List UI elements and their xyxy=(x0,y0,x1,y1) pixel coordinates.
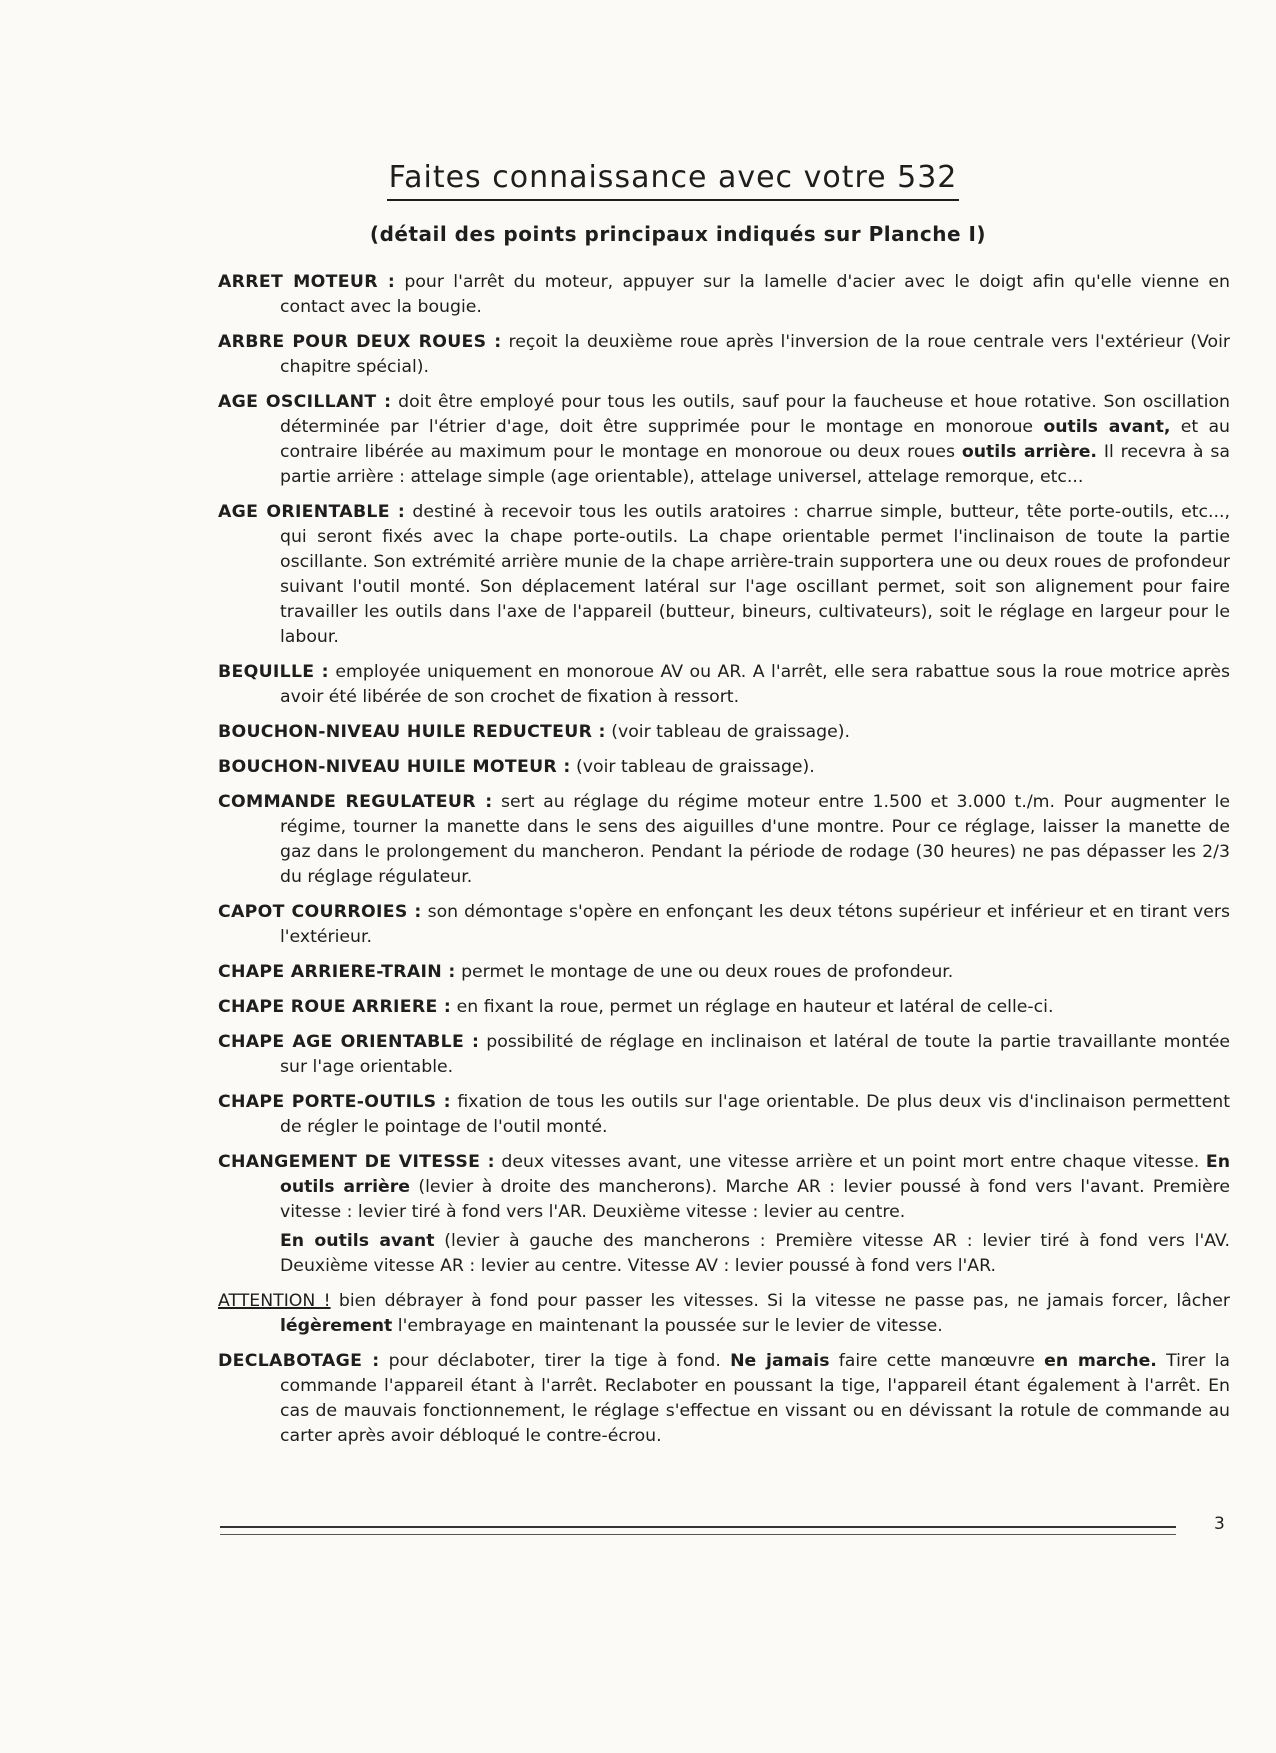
entry-changement-vitesse-avant: En outils avant (levier à gauche des mancherons : Première vitesse AR : levier tiré à fond vers l'AV. Deuxième vitesse AR : levier au centre. Vitesse AV : levier poussé à fond vers l'AR. xyxy=(280,1231,1230,1276)
entry-changement-vitesse: CHANGEMENT DE VITESSE : deux vitesses avant, une vitesse arrière et un point mort entre chaque vitesse. En outils arrière (levier à droite des mancherons). Marche AR : levier poussé à fond vers l'avant. Première vitesse : levier tiré à fond vers l'AR. Deuxième vitesse : levier au centre. xyxy=(218,1152,1230,1222)
entry-chape-roue-arriere: CHAPE ROUE ARRIERE : en fixant la roue, permet un réglage en hauteur et latéral de celle-ci. xyxy=(218,997,1054,1017)
entry-capot-courroies: CAPOT COURROIES : son démontage s'opère en enfonçant les deux tétons supérieur et inférieur et en tirant vers l'extérieur. xyxy=(218,902,1231,947)
entry-arbre-deux-roues: ARBRE POUR DEUX ROUES : reçoit la deuxième roue après l'inversion de la roue centrale vers l'extérieur (Voir chapitre spécial). xyxy=(218,332,1231,377)
entry-bequille: BEQUILLE : employée uniquement en monoroue AV ou AR. A l'arrêt, elle sera rabattue sous la roue motrice après avoir été libérée de son crochet de fixation à ressort. xyxy=(218,662,1231,707)
entry-commande-regulateur: COMMANDE REGULATEUR : sert au réglage du régime moteur entre 1.500 et 3.000 t./m. Pour augmenter le régime, tourner la manette dans le sens des aiguilles d'une montre. Pour ce réglage, laisser la manette de gaz dans le prolongement du mancheron. Pendant la période de rodage (30 heures) ne pas dépasser les 2/3 du réglage régulateur. xyxy=(218,792,1230,887)
page-number: 3 xyxy=(1214,1514,1225,1534)
entry-arret-moteur: ARRET MOTEUR : pour l'arrêt du moteur, appuyer sur la lamelle d'acier avec le doigt afin qu'elle vienne en contact avec la bougie. xyxy=(218,272,1230,317)
entry-age-orientable: AGE ORIENTABLE : destiné à recevoir tous les outils aratoires : charrue simple, butteur, tête porte-outils, etc..., qui seront fixés avec la chape porte-outils. La chape orientable permet l'inclinaison de toute la partie oscillante. Son extrémité arrière munie de la chape arrière-train supportera une ou deux roues de profondeur suivant l'outil monté. Son déplacement latéral sur l'age oscillant permet, soit son alignement pour faire travailler les outils dans l'axe de l'appareil (butteur, bineurs, cultivateurs), soit le réglage en largeur pour le labour. xyxy=(218,502,1230,647)
page-title: Faites connaissance avec votre 532 xyxy=(387,160,960,201)
entry-bouchon-reducteur: BOUCHON-NIVEAU HUILE REDUCTEUR : (voir tableau de graissage). xyxy=(218,722,850,742)
entry-attention: ATTENTION ! bien débrayer à fond pour passer les vitesses. Si la vitesse ne passe pas, ne jamais forcer, lâcher légèrement l'embrayage en maintenant la poussée sur le levier de vitesse. xyxy=(218,1291,1230,1336)
entry-chape-arriere-train: CHAPE ARRIERE-TRAIN : permet le montage de une ou deux roues de profondeur. xyxy=(218,962,954,982)
footer-rule xyxy=(220,1526,1176,1535)
entry-bouchon-moteur: BOUCHON-NIVEAU HUILE MOTEUR : (voir tableau de graissage). xyxy=(218,757,815,777)
entry-age-oscillant: AGE OSCILLANT : doit être employé pour tous les outils, sauf pour la faucheuse et houe rotative. Son oscillation déterminée par l'étrier d'age, doit être supprimée pour le montage en monoroue outils avant, et au contraire libérée au maximum pour le montage en monoroue ou deux roues outils arrière. Il recevra à sa partie arrière : attelage simple (age orientable), attelage universel, attelage remorque, etc... xyxy=(218,392,1230,487)
glossary-list xyxy=(218,270,1230,1459)
entry-chape-age-orientable: CHAPE AGE ORIENTABLE : possibilité de réglage en inclinaison et latéral de toute la partie travaillante montée sur l'age orientable. xyxy=(218,1032,1231,1077)
entry-chape-porte-outils: CHAPE PORTE-OUTILS : fixation de tous les outils sur l'age orientable. De plus deux vis d'inclinaison permettent de régler le pointage de l'outil monté. xyxy=(218,1092,1230,1137)
entry-declabotage: DECLABOTAGE : pour déclaboter, tirer la tige à fond. Ne jamais faire cette manœuvre en marche. Tirer la commande l'appareil étant à l'arrêt. Reclaboter en poussant la tige, l'appareil étant également à l'arrêt. En cas de mauvais fonctionnement, le réglage s'effectue en vissant ou en dévissant la rotule de commande au carter après avoir débloqué le contre-écrou. xyxy=(218,1351,1231,1446)
page-subtitle: (détail des points principaux indiqués sur Planche I) xyxy=(369,222,987,246)
